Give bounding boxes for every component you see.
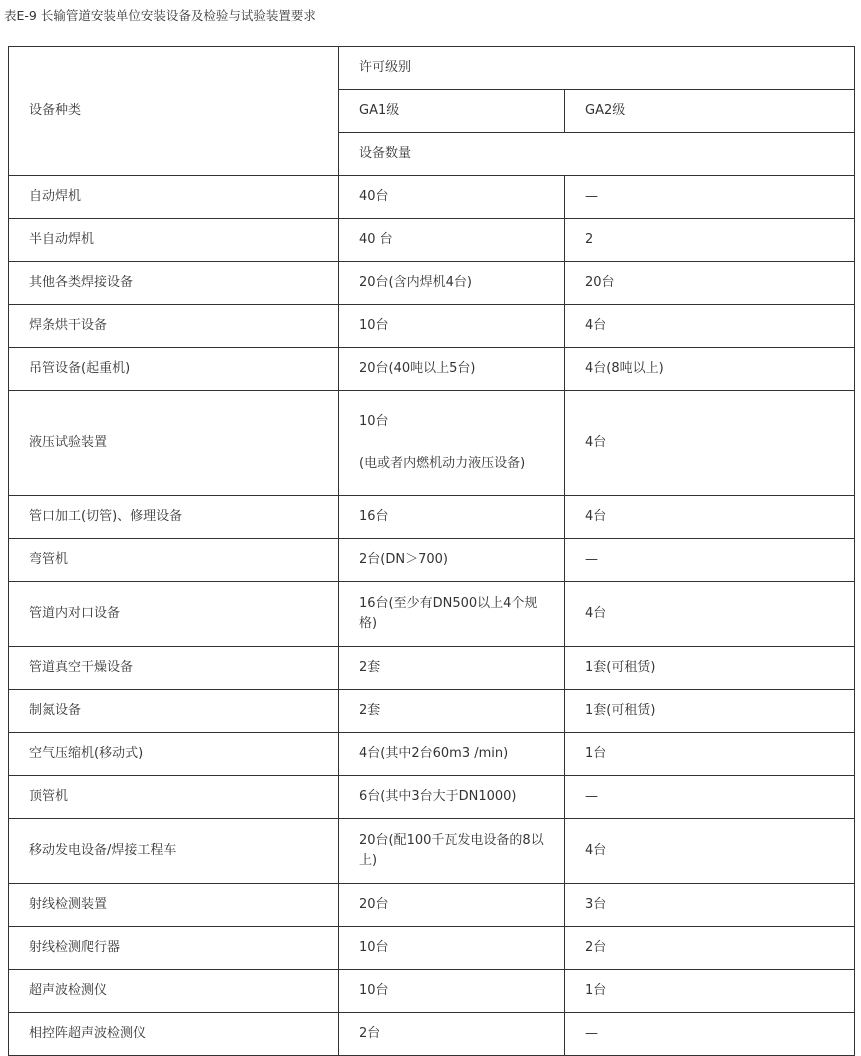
row-ga1-value: 10台 bbox=[339, 927, 565, 970]
table-row bbox=[9, 305, 855, 348]
header-ga1: GA1级 bbox=[339, 90, 565, 133]
row-ga2-value: 4台 bbox=[565, 496, 855, 539]
row-equipment-name: 弯管机 bbox=[9, 539, 339, 582]
row-ga1-value: 2套 bbox=[339, 647, 565, 690]
row-ga2-value: 4台 bbox=[565, 819, 855, 884]
row-ga2-value: 1套(可租赁) bbox=[565, 690, 855, 733]
row-ga1-value: 10台 bbox=[339, 305, 565, 348]
row-ga1-value: 4台(其中2台60m3 /min) bbox=[339, 733, 565, 776]
row-equipment-name: 制氮设备 bbox=[9, 690, 339, 733]
table-row bbox=[9, 733, 855, 776]
row-equipment-name: 射线检测爬行器 bbox=[9, 927, 339, 970]
row-ga2-value: 4台 bbox=[565, 582, 855, 647]
row-equipment-name: 其他各类焊接设备 bbox=[9, 262, 339, 305]
row-equipment-name: 焊条烘干设备 bbox=[9, 305, 339, 348]
table-row bbox=[9, 262, 855, 305]
row-ga1-value: 10台 bbox=[359, 414, 389, 429]
row-ga1-value: 2套 bbox=[339, 690, 565, 733]
row-ga2-value: 4台(8吨以上) bbox=[565, 348, 855, 391]
row-ga1-value: 16台 bbox=[339, 496, 565, 539]
row-equipment-name: 超声波检测仪 bbox=[9, 970, 339, 1013]
table-row bbox=[9, 219, 855, 262]
row-equipment-name: 相控阵超声波检测仪 bbox=[9, 1013, 339, 1056]
table-row bbox=[9, 496, 855, 539]
row-ga2-value: 1套(可租赁) bbox=[565, 647, 855, 690]
row-equipment-name: 移动发电设备/焊接工程车 bbox=[9, 819, 339, 884]
table-row bbox=[9, 970, 855, 1013]
row-equipment-name: 管口加工(切管)、修理设备 bbox=[9, 496, 339, 539]
row-ga2-value: 1台 bbox=[565, 733, 855, 776]
row-ga1-value: 20台(40吨以上5台) bbox=[339, 348, 565, 391]
row-ga1-value: 2台(DN＞700) bbox=[339, 539, 565, 582]
row-equipment-name: 自动焊机 bbox=[9, 176, 339, 219]
header-row-license bbox=[9, 47, 855, 90]
row-ga1-value: 20台(配100千瓦发电设备的8以上) bbox=[339, 819, 565, 884]
row-ga1-value: 10台 bbox=[339, 970, 565, 1013]
table-row bbox=[9, 647, 855, 690]
row-ga2-value: 4台 bbox=[565, 305, 855, 348]
row-ga1-cell bbox=[339, 391, 565, 496]
table-row bbox=[9, 1013, 855, 1056]
table-row bbox=[9, 776, 855, 819]
row-ga1-value: 40台 bbox=[339, 176, 565, 219]
table-row bbox=[9, 176, 855, 219]
row-ga2-value: 2 bbox=[565, 219, 855, 262]
table-row bbox=[9, 884, 855, 927]
table-row bbox=[9, 927, 855, 970]
row-ga2-value: 1台 bbox=[565, 970, 855, 1013]
row-equipment-name: 液压试验装置 bbox=[9, 391, 339, 496]
row-ga1-value: 6台(其中3台大于DN1000) bbox=[339, 776, 565, 819]
header-license-level: 许可级别 bbox=[339, 47, 855, 90]
header-equipment-type: 设备种类 bbox=[9, 47, 339, 176]
header-ga2: GA2级 bbox=[565, 90, 855, 133]
row-equipment-name: 射线检测装置 bbox=[9, 884, 339, 927]
table-row bbox=[9, 391, 855, 496]
row-ga1-value: 16台(至少有DN500以上4个规格) bbox=[339, 582, 565, 647]
row-ga2-value: 2台 bbox=[565, 927, 855, 970]
row-ga2-value: — bbox=[565, 539, 855, 582]
row-equipment-name: 半自动焊机 bbox=[9, 219, 339, 262]
row-equipment-name: 顶管机 bbox=[9, 776, 339, 819]
row-ga1-note: (电或者内燃机动力液压设备) bbox=[359, 456, 526, 471]
row-ga2-value: — bbox=[565, 776, 855, 819]
row-ga2-value: 3台 bbox=[565, 884, 855, 927]
equipment-requirements-table bbox=[8, 46, 855, 1056]
table-row bbox=[9, 539, 855, 582]
table-row bbox=[9, 582, 855, 647]
row-ga2-value: — bbox=[565, 176, 855, 219]
row-equipment-name: 管道内对口设备 bbox=[9, 582, 339, 647]
row-ga1-value: 2台 bbox=[339, 1013, 565, 1056]
row-equipment-name: 管道真空干燥设备 bbox=[9, 647, 339, 690]
row-ga2-value: 4台 bbox=[565, 391, 855, 496]
row-equipment-name: 吊管设备(起重机) bbox=[9, 348, 339, 391]
table-caption: 表E-9 长输管道安装单位安装设备及检验与试验装置要求 bbox=[4, 8, 316, 23]
row-ga1-value: 20台 bbox=[339, 884, 565, 927]
row-ga1-value: 40 台 bbox=[339, 219, 565, 262]
row-ga1-value: 20台(含内焊机4台) bbox=[339, 262, 565, 305]
row-ga2-value: 20台 bbox=[565, 262, 855, 305]
table-row bbox=[9, 819, 855, 884]
row-equipment-name: 空气压缩机(移动式) bbox=[9, 733, 339, 776]
table-row bbox=[9, 690, 855, 733]
header-quantity: 设备数量 bbox=[339, 133, 855, 176]
row-ga2-value: — bbox=[565, 1013, 855, 1056]
table-row bbox=[9, 348, 855, 391]
